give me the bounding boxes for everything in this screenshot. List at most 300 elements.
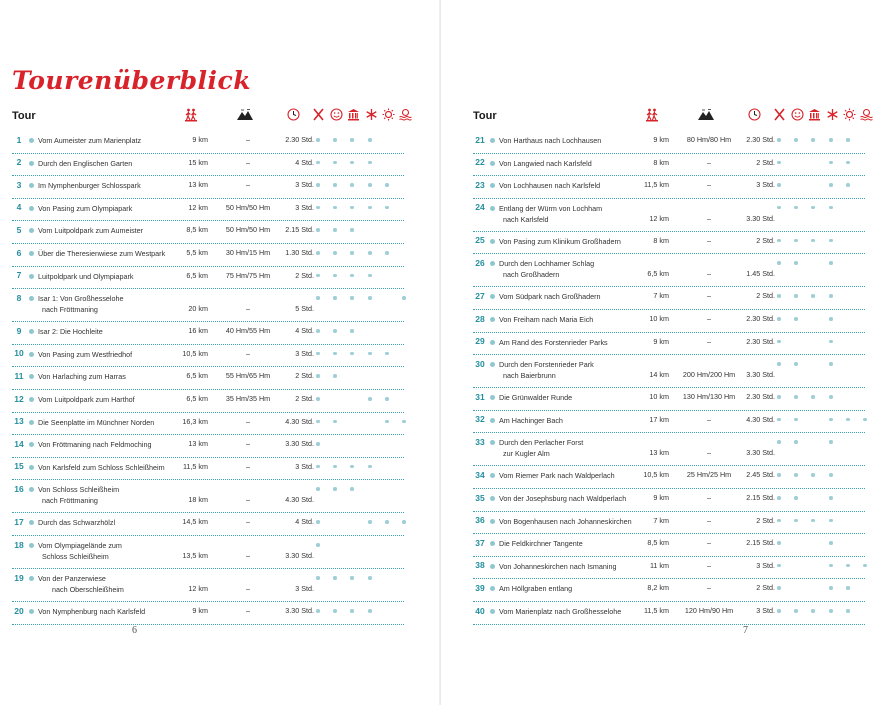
table-row [473, 286, 865, 310]
tour-elevation: – [707, 583, 711, 593]
tour-elevation: – [246, 517, 250, 527]
tour-distance: 9 km [192, 135, 208, 144]
feature-dot [402, 296, 406, 300]
clock-icon [748, 108, 761, 126]
feature-dot [350, 296, 354, 300]
tour-distance: 9 km [653, 493, 669, 502]
feature-dot [368, 161, 372, 165]
tour-name: nach Karlsfeld [503, 214, 549, 224]
tour-name: Von Nymphenburg nach Karlsfeld [38, 607, 146, 616]
tour-elevation: – [246, 495, 250, 505]
feature-dot [316, 296, 320, 300]
feature-dot [863, 418, 867, 422]
row-bullet [490, 541, 495, 546]
tour-duration: 2.30 Std. [285, 135, 314, 144]
tour-duration: 4 Std. [295, 326, 314, 336]
tour-duration: 3 Std. [295, 180, 314, 190]
row-bullet [490, 340, 495, 345]
feature-dot [316, 543, 320, 547]
museum-icon [808, 108, 821, 126]
table-header [473, 108, 882, 130]
feature-dot [350, 183, 354, 187]
tour-name: nach Oberschleißheim [52, 585, 124, 594]
tour-name: Die Feldkirchner Tangente [499, 539, 583, 549]
feature-dot [794, 261, 798, 265]
feature-dot [777, 261, 781, 265]
table-row [473, 175, 865, 199]
tour-elevation: – [707, 336, 711, 346]
tour-name: Von Johanneskirchen nach Ismaning [499, 561, 617, 571]
feature-dot [777, 340, 781, 344]
feature-dot [794, 317, 798, 321]
tour-duration: 3 Std. [756, 606, 775, 615]
feature-dot [829, 519, 833, 523]
table-row [473, 130, 865, 154]
tour-duration: 2 Std. [756, 583, 775, 593]
tour-name: Von Langwied nach Karlsfeld [499, 158, 592, 168]
tour-duration: 2 Std. [756, 235, 775, 245]
tour-distance: 13 km [188, 439, 208, 449]
table-row [12, 220, 404, 244]
feature-dot [829, 294, 833, 298]
tour-duration: 4.30 Std. [285, 416, 314, 426]
tour-distance: 18 km [188, 495, 208, 505]
tour-number: 14 [14, 438, 24, 449]
table-row [473, 432, 865, 466]
feature-dot [829, 362, 833, 366]
tour-distance: 6,5 km [186, 371, 208, 381]
tour-name: Vom Luitpoldpark zum Harthof [38, 395, 135, 404]
tour-number: 22 [475, 157, 485, 168]
row-bullet [490, 161, 495, 166]
tour-elevation: – [246, 348, 250, 358]
tour-name: Luitpoldpark und Olympiapark [38, 271, 134, 281]
feature-dot [368, 609, 372, 613]
feature-dot [811, 395, 815, 399]
feature-dot [350, 487, 354, 491]
feature-dot [350, 251, 354, 255]
feature-dot [368, 274, 372, 278]
table-row [473, 556, 865, 580]
tour-duration: 4.30 Std. [746, 414, 775, 424]
tour-distance: 15 km [188, 157, 208, 167]
tour-number: 15 [14, 461, 24, 472]
tour-distance: 10,5 km [182, 348, 208, 358]
table-row [473, 153, 865, 177]
tour-elevation: 50 Hm/50 Hm [225, 225, 271, 235]
table-row [12, 198, 404, 222]
tour-number: 23 [475, 179, 485, 190]
snowflake-icon [826, 108, 839, 126]
row-bullet [29, 329, 34, 334]
feature-dot [333, 161, 337, 165]
tour-duration: 3 Std. [756, 560, 775, 570]
tour-distance: 13 km [649, 448, 669, 458]
tour-number: 16 [14, 483, 24, 494]
feature-dot [385, 251, 389, 255]
feature-dot [368, 296, 372, 300]
feature-dot [794, 206, 798, 210]
tour-name: Am Rand des Forstenrieder Parks [499, 337, 608, 347]
table-row [12, 535, 404, 569]
table-row [473, 578, 865, 602]
table-row [12, 266, 404, 290]
tour-name: nach Fröttmaning [42, 305, 98, 315]
tour-distance: 9 km [653, 135, 669, 144]
tour-number: 25 [475, 235, 485, 246]
row-bullet [29, 183, 34, 188]
tour-name: Die Grünwalder Runde [499, 393, 573, 403]
feature-dot [333, 206, 337, 210]
tour-distance: 12 km [188, 584, 208, 593]
tour-elevation: 50 Hm/50 Hm [225, 202, 271, 212]
feature-dot [846, 183, 850, 187]
restaurant-icon [312, 108, 325, 126]
tour-number: 18 [14, 539, 24, 550]
feature-dot [811, 473, 815, 477]
tour-duration: 2.30 Std. [746, 336, 775, 346]
bathing-icon [860, 108, 873, 126]
smiley-icon [330, 108, 343, 126]
row-bullet [29, 138, 34, 143]
tour-number: 26 [475, 257, 485, 268]
table-row [12, 457, 404, 481]
feature-dot [829, 609, 833, 613]
tour-elevation: – [707, 235, 711, 245]
tour-distance: 8,2 km [647, 583, 669, 593]
tour-elevation: – [246, 461, 250, 471]
tour-name: Im Nymphenburger Schlosspark [38, 181, 141, 191]
tour-name: Durch den Englischen Garten [38, 158, 133, 168]
tour-name: Entlang der Würm von Lochham [499, 203, 603, 213]
tour-distance: 20 km [188, 304, 208, 314]
tour-duration: 2 Std. [756, 515, 775, 525]
tour-number: 24 [475, 202, 485, 213]
row-bullet [490, 317, 495, 322]
feature-dot [350, 138, 354, 142]
feature-dot [333, 465, 337, 469]
feature-dot [333, 138, 337, 142]
feature-dot [777, 496, 781, 500]
feature-dot [333, 251, 337, 255]
feature-dot [333, 228, 337, 232]
tour-elevation: – [246, 180, 250, 190]
feature-dot [829, 239, 833, 243]
feature-dot [846, 564, 850, 568]
feature-dot [794, 418, 798, 422]
feature-dot [350, 465, 354, 469]
tour-duration: 1.30 Std. [285, 248, 314, 257]
row-bullet [29, 374, 34, 379]
feature-dot [333, 374, 337, 378]
tour-distance: 6,5 km [186, 270, 208, 280]
feature-dot [316, 251, 320, 255]
tour-number: 30 [475, 358, 485, 369]
tour-name: Vom Riemer Park nach Waldperlach [499, 471, 615, 481]
feature-dot [368, 183, 372, 187]
tour-column-header: Tour [12, 110, 36, 122]
tour-distance: 7 km [653, 291, 669, 301]
feature-dot [829, 473, 833, 477]
table-row [473, 253, 865, 287]
feature-dot [368, 138, 372, 142]
feature-dot [385, 352, 389, 356]
tour-distance: 8,5 km [647, 538, 669, 548]
tour-duration: 1.45 Std. [746, 269, 775, 279]
tour-elevation: 25 Hm/25 Hm [686, 470, 732, 480]
feature-dot [829, 541, 833, 545]
feature-dot [402, 420, 406, 424]
feature-dot [316, 520, 320, 524]
feature-dot [350, 609, 354, 613]
tour-name: Vom Aumeister zum Marienplatz [38, 136, 142, 145]
feature-dot [333, 420, 337, 424]
tour-distance: 11 km [649, 560, 669, 570]
table-row [473, 410, 865, 434]
feature-dot [777, 440, 781, 444]
feature-dot [777, 183, 781, 187]
feature-dot [316, 442, 320, 446]
tour-name: Von Harthaus nach Lochhausen [499, 136, 602, 145]
feature-dot [777, 317, 781, 321]
tour-elevation: – [707, 538, 711, 548]
feature-dot [829, 340, 833, 344]
feature-dot [316, 465, 320, 469]
tour-distance: 8 km [653, 235, 669, 245]
feature-dot [385, 206, 389, 210]
table-row [473, 488, 865, 512]
feature-dot [794, 609, 798, 613]
tour-number: 33 [475, 436, 485, 447]
feature-dot [316, 138, 320, 142]
tour-elevation: 80 Hm/80 Hm [686, 135, 732, 144]
tour-name: Durch den Lochhamer Schlag [499, 259, 595, 269]
tour-number: 27 [475, 290, 485, 301]
tour-distance: 16,3 km [182, 416, 208, 426]
tour-duration: 3 Std. [295, 584, 314, 593]
feature-dot [316, 609, 320, 613]
tour-number: 1 [16, 134, 22, 145]
tour-duration: 4 Std. [295, 157, 314, 167]
tour-distance: 6,5 km [186, 394, 208, 403]
tour-distance: 9 km [653, 336, 669, 346]
tour-distance: 9 km [192, 606, 208, 615]
tour-duration: 4.30 Std. [285, 495, 314, 505]
row-bullet [490, 294, 495, 299]
feature-dot [811, 206, 815, 210]
row-bullet [29, 296, 34, 301]
feature-dot [350, 206, 354, 210]
sun-icon [843, 108, 856, 126]
table-row [473, 601, 865, 625]
feature-dot [777, 395, 781, 399]
tour-elevation: – [707, 291, 711, 301]
tour-distance: 14 km [649, 370, 669, 380]
tour-name: Vom Südpark nach Großhadern [499, 292, 601, 302]
tour-elevation: – [707, 180, 711, 190]
feature-dot [316, 374, 320, 378]
feature-dot [846, 161, 850, 165]
right-page [441, 0, 882, 705]
tour-name: Von Pasing zum Olympiapark [38, 203, 133, 213]
feature-dot [794, 362, 798, 366]
tour-name: Am Hachinger Bach [499, 415, 563, 425]
tour-distance: 8,5 km [186, 225, 208, 235]
table-row [12, 601, 404, 625]
feature-dot [794, 395, 798, 399]
tour-number: 19 [14, 572, 24, 583]
row-bullet [490, 206, 495, 211]
table-row [473, 332, 865, 356]
row-bullet [29, 228, 34, 233]
tour-number: 11 [14, 370, 24, 381]
tour-name: Von Freiham nach Maria Eich [499, 315, 594, 324]
tour-elevation: – [246, 551, 250, 560]
feature-dot [333, 352, 337, 356]
feature-dot [829, 317, 833, 321]
tour-distance: 10,5 km [643, 470, 669, 480]
feature-dot [777, 541, 781, 545]
feature-dot [811, 138, 815, 142]
feature-dot [829, 496, 833, 500]
tour-name: nach Baierbrunn [503, 371, 556, 381]
feature-dot [333, 487, 337, 491]
tour-name: Durch den Perlacher Forst [499, 438, 584, 448]
feature-dot [777, 564, 781, 568]
feature-dot [846, 418, 850, 422]
table-row [473, 309, 865, 333]
tour-distance: 16 km [188, 326, 208, 336]
table-row [12, 175, 404, 199]
feature-dot [829, 206, 833, 210]
tour-name: Von Fröttmaning nach Feldmoching [38, 440, 152, 450]
tour-number: 40 [475, 605, 485, 616]
feature-dot [402, 520, 406, 524]
tour-distance: 10 km [649, 314, 669, 323]
feature-dot [829, 183, 833, 187]
tour-distance: 17 km [649, 414, 669, 424]
tour-elevation: – [707, 213, 711, 223]
feature-dot [777, 161, 781, 165]
tour-duration: 2.15 Std. [746, 493, 775, 502]
row-bullet [490, 362, 495, 367]
tour-distance: 12 km [649, 213, 669, 223]
tour-elevation: – [246, 157, 250, 167]
feature-dot [777, 239, 781, 243]
table-row [12, 434, 404, 458]
tour-elevation: – [707, 414, 711, 424]
tour-number: 35 [475, 492, 485, 503]
feature-dot [316, 352, 320, 356]
tour-duration: 3.30 Std. [746, 213, 775, 223]
museum-icon [347, 108, 360, 126]
tour-elevation: 55 Hm/65 Hm [225, 371, 271, 381]
tour-number: 37 [475, 537, 485, 548]
feature-dot [777, 206, 781, 210]
tour-duration: 3.30 Std. [285, 606, 314, 615]
feature-dot [777, 294, 781, 298]
table-row [473, 533, 865, 557]
tour-number: 12 [14, 393, 24, 404]
tour-name: Vom Marienplatz nach Großhesselohe [499, 607, 622, 616]
tour-distance: 6,5 km [647, 269, 669, 279]
tour-number: 36 [475, 515, 485, 526]
tour-duration: 2.15 Std. [285, 225, 314, 235]
feature-dot [316, 206, 320, 210]
tour-name: Von Lochhausen nach Karlsfeld [499, 181, 601, 191]
tour-distance: 13 km [188, 180, 208, 190]
table-header [12, 108, 432, 130]
tour-distance: 14,5 km [182, 517, 208, 527]
tour-elevation: – [246, 135, 250, 144]
tour-duration: 2.30 Std. [746, 314, 775, 323]
feature-dot [350, 329, 354, 333]
row-bullet [490, 519, 495, 524]
table-row [12, 130, 404, 154]
tour-duration: 2.30 Std. [746, 392, 775, 402]
sun-icon [382, 108, 395, 126]
feature-dot [385, 420, 389, 424]
page-number: 7 [743, 625, 748, 636]
feature-dot [829, 586, 833, 590]
feature-dot [777, 609, 781, 613]
table-row [473, 511, 865, 535]
tour-distance: 11,5 km [643, 606, 669, 615]
feature-dot [794, 239, 798, 243]
mountain-elevation-icon [237, 108, 253, 126]
tour-elevation: – [246, 416, 250, 426]
tour-elevation: – [246, 304, 250, 314]
tour-number: 34 [475, 469, 485, 480]
row-bullet [490, 609, 495, 614]
table-row [473, 387, 865, 411]
table-row [473, 231, 865, 255]
feature-dot [794, 138, 798, 142]
feature-dot [829, 564, 833, 568]
feature-dot [368, 465, 372, 469]
row-bullet [29, 161, 34, 166]
row-bullet [29, 274, 34, 279]
tour-number: 20 [14, 605, 24, 616]
feature-dot [794, 294, 798, 298]
tour-distance: 13,5 km [182, 551, 208, 560]
feature-dot [863, 564, 867, 568]
feature-dot [316, 274, 320, 278]
tour-duration: 3.30 Std. [285, 439, 314, 449]
tour-distance: 8 km [653, 157, 669, 167]
feature-dot [333, 274, 337, 278]
feature-dot [777, 519, 781, 523]
tour-elevation: – [707, 157, 711, 167]
tour-name: zur Kugler Alm [503, 449, 550, 459]
feature-dot [316, 487, 320, 491]
row-bullet [29, 543, 34, 548]
tour-number: 8 [16, 292, 22, 303]
tour-elevation: – [707, 560, 711, 570]
tour-elevation: 75 Hm/75 Hm [225, 270, 271, 280]
tour-name: Schloss Schleißheim [42, 552, 109, 561]
hiking-people-icon [645, 108, 659, 127]
row-bullet [490, 261, 495, 266]
feature-dot [350, 228, 354, 232]
tour-duration: 2.30 Std. [746, 135, 775, 144]
tour-name: Die Seenplatte im Münchner Norden [38, 417, 155, 427]
smiley-icon [791, 108, 804, 126]
tour-duration: 3 Std. [295, 461, 314, 471]
feature-dot [777, 586, 781, 590]
tour-distance: 5,5 km [186, 248, 208, 257]
tour-elevation: 200 Hm/200 Hm [682, 370, 736, 380]
